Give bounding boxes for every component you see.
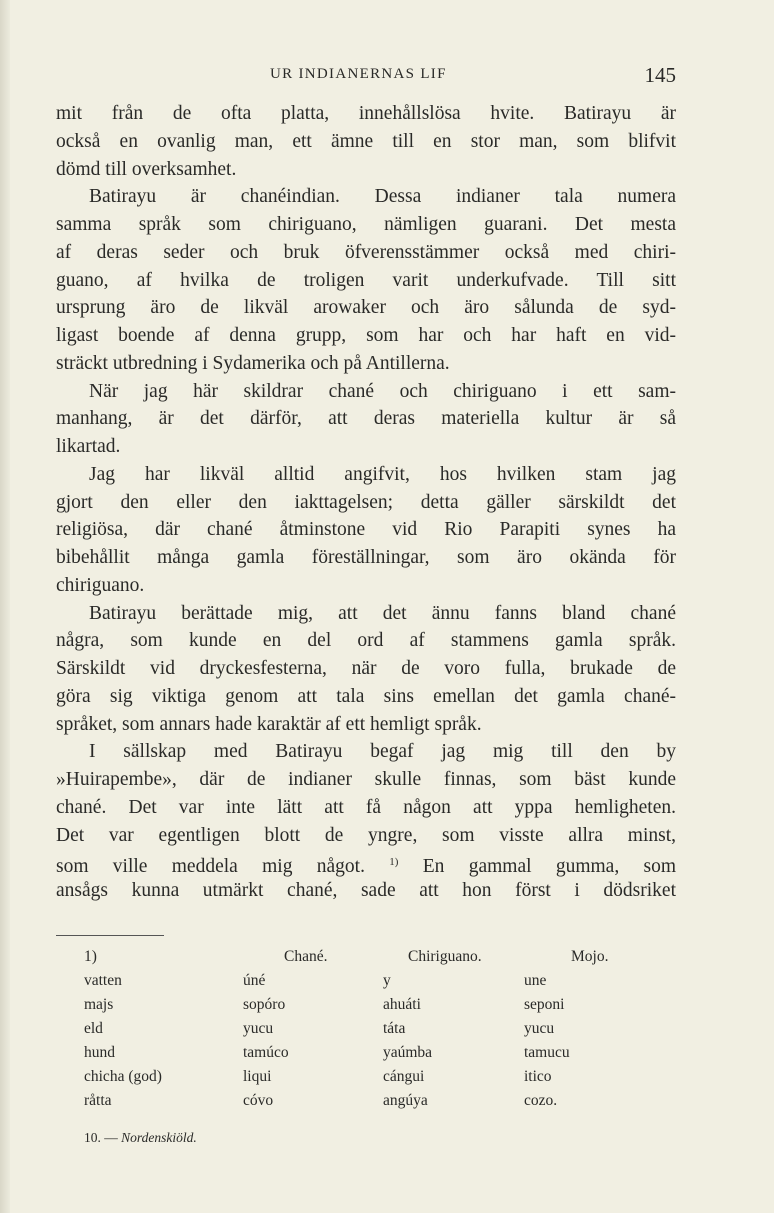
text-line: religiösa, där chané åtminstone vid Rio Parapiti synes ha bbox=[56, 519, 676, 541]
mojo-word: une bbox=[524, 972, 547, 989]
column-header-mojo: Mojo. bbox=[571, 948, 609, 965]
table-row bbox=[0, 1020, 774, 1044]
text-line: bibehållit många gamla föreställningar, som äro okända för bbox=[56, 547, 676, 568]
mojo-word: yucu bbox=[524, 1020, 555, 1037]
text-line: Batirayu berättade mig, att det ännu fanns bland chané bbox=[89, 602, 676, 624]
text-line: dömd till overksamhet. bbox=[56, 158, 237, 180]
text-line: också en ovanlig man, ett ämne till en stor man, som blifvit bbox=[56, 130, 676, 152]
text-line: »Huirapembe», där de indianer skulle finnas, som bäst kunde bbox=[56, 769, 676, 790]
page-number: 145 bbox=[644, 63, 676, 87]
swedish-word: råtta bbox=[84, 1092, 112, 1109]
text-line: mit från de ofta platta, innehållslösa hvite. Batirayu är bbox=[56, 103, 676, 124]
text-line: Batirayu är chanéindian. Dessa indianer tala numera bbox=[89, 186, 676, 208]
signature-author: Nordenskiöld. bbox=[121, 1130, 197, 1145]
chiriguano-word: yaúmba bbox=[383, 1044, 433, 1061]
text-line: I sällskap med Batirayu begaf jag mig till den by bbox=[89, 741, 676, 763]
text-line: göra sig viktiga genom att tala sins emellan det gamla chané- bbox=[56, 685, 676, 707]
text-line: sträckt utbredning i Sydamerika och på Antillerna. bbox=[56, 352, 450, 374]
chane-word: yucu bbox=[243, 1020, 274, 1037]
text-line: Särskildt vid dryckesfesterna, när de voro fulla, brukade de bbox=[56, 658, 676, 679]
mojo-word: itico bbox=[524, 1068, 552, 1085]
chane-word: úné bbox=[243, 972, 266, 989]
text-line: ursprung äro de likväl arowaker och äro sålunda de syd- bbox=[56, 297, 676, 319]
column-header-chane: Chané. bbox=[284, 948, 328, 965]
page-header bbox=[56, 64, 676, 88]
text-line: guano, af hvilka de troligen varit underkufvade. Till sitt bbox=[56, 269, 676, 291]
table-header-row bbox=[0, 948, 774, 972]
swedish-word: eld bbox=[84, 1020, 103, 1037]
text-line: När jag här skildrar chané och chiriguano i ett sam- bbox=[89, 380, 676, 402]
signature-line bbox=[84, 1130, 197, 1146]
text-line: Jag har likväl alltid angifvit, hos hvilken stam jag bbox=[89, 463, 676, 485]
chiriguano-word: táta bbox=[383, 1020, 406, 1037]
text-line: chiriguano. bbox=[56, 574, 145, 596]
chiriguano-word: cángui bbox=[383, 1068, 425, 1085]
chane-word: tamúco bbox=[243, 1044, 289, 1061]
text-line: af deras seder och bruk öfverensstämmer också med chiri- bbox=[56, 241, 676, 263]
table-row bbox=[0, 1092, 774, 1116]
text-line: språket, som annars hade karaktär af ett hemligt språk. bbox=[56, 713, 482, 735]
text-line: några, som kunde en del ord af stammens gamla språk. bbox=[56, 630, 676, 652]
footnote-divider bbox=[56, 935, 164, 936]
running-head: UR INDIANERNAS LIF bbox=[270, 66, 447, 82]
chiriguano-word: y bbox=[383, 972, 391, 989]
swedish-word: vatten bbox=[84, 972, 122, 989]
swedish-word: chicha (god) bbox=[84, 1068, 162, 1085]
text-line: samma språk som chiriguano, nämligen guarani. Det mesta bbox=[56, 214, 676, 235]
table-row bbox=[0, 1044, 774, 1068]
footnote-vocabulary-table bbox=[0, 948, 774, 1116]
chiriguano-word: ahuáti bbox=[383, 996, 421, 1013]
swedish-word: majs bbox=[84, 996, 114, 1013]
main-text bbox=[56, 100, 676, 905]
mojo-word: tamucu bbox=[524, 1044, 570, 1061]
text-line: Det var egentligen blott de yngre, som visste allra minst, bbox=[56, 824, 676, 846]
text-line-with-footnote bbox=[56, 849, 676, 877]
table-row bbox=[0, 996, 774, 1020]
signature-number: 10. — bbox=[84, 1130, 118, 1145]
text-segment: som ville meddela mig något. bbox=[56, 856, 365, 878]
chane-word: cóvo bbox=[243, 1092, 274, 1109]
text-segment: En gammal gumma, som bbox=[422, 856, 677, 878]
table-row bbox=[0, 1068, 774, 1092]
column-header-chiriguano: Chiriguano. bbox=[408, 948, 482, 965]
footnote-marker: 1) bbox=[84, 948, 97, 965]
footnote-reference: 1) bbox=[389, 856, 399, 869]
text-line: ansågs kunna utmärkt chané, sade att hon först i dödsriket bbox=[56, 880, 676, 901]
swedish-word: hund bbox=[84, 1044, 115, 1061]
text-line: likartad. bbox=[56, 436, 121, 457]
mojo-word: cozo. bbox=[524, 1092, 558, 1109]
mojo-word: seponi bbox=[524, 996, 565, 1013]
chiriguano-word: angúya bbox=[383, 1092, 428, 1109]
text-line: ligast boende af denna grupp, som har och har haft en vid- bbox=[56, 325, 676, 346]
chane-word: liqui bbox=[243, 1068, 272, 1085]
text-line: chané. Det var inte lätt att få någon att yppa hemligheten. bbox=[56, 796, 676, 818]
text-line: manhang, är det därför, att deras materiella kultur är så bbox=[56, 408, 676, 430]
text-line: gjort den eller den iakttagelsen; detta gäller särskildt det bbox=[56, 491, 676, 513]
table-row bbox=[0, 972, 774, 996]
chane-word: sopóro bbox=[243, 996, 286, 1013]
